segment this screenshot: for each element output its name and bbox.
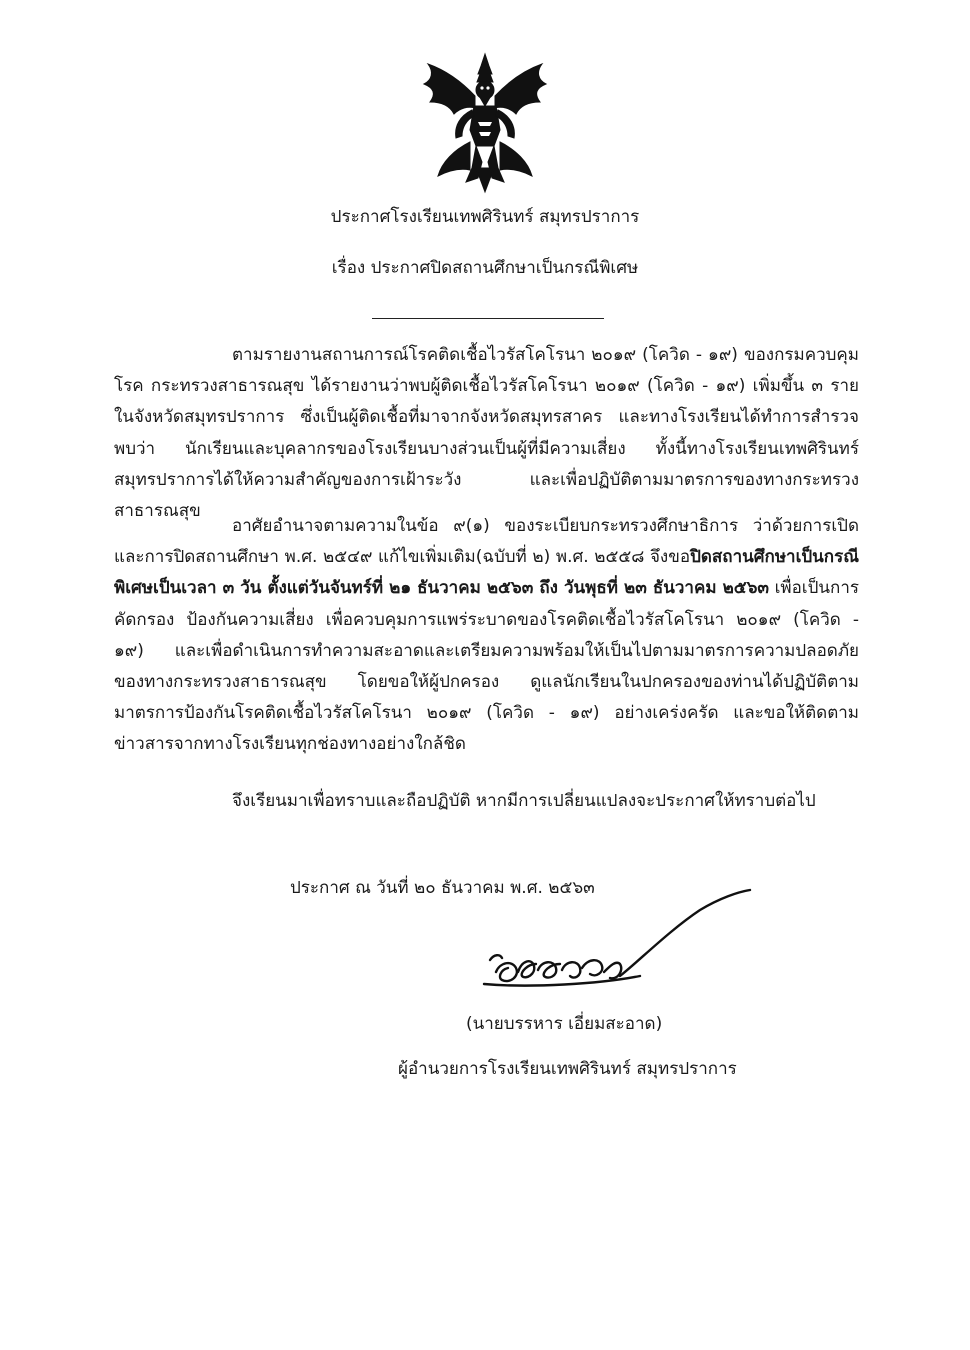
signer-name: (นายบรรหาร เอี่ยมสะอาด) [466,1014,663,1034]
body-paragraph-1 [114,340,859,527]
header-divider [372,318,604,319]
paragraph-2-bold-end-date: วันพุธที่ ๒๓ ธันวาคม ๒๕๖๓ [564,578,770,599]
paragraph-1-text: ตามรายงานสถานการณ์โรคติดเชื้อไวรัสโคโรนา ๒๐๑๙ (โควิด - ๑๙) ของกรมควบคุมโรค กระทรวงสาธารณสุข ได้รายงานว่าพบผู้ติดเชื้อไวรัสโคโรนา ๒๐๑๙ (โควิด - ๑๙) เพิ่มขึ้น ๓ รายในจังหวัดสมุทรปราการ ซึ่งเป็นผู้ติดเชื้อที่มาจากจังหวัดสมุทรสาคร และทางโรงเรียนได้ทำการสำรวจพบว่า นักเรียนและบุคลากรของโรงเรียนบางส่วนเป็นผู้ที่มีความเสี่ยง ทั้งนี้ทางโรงเรียนเทพศิรินทร์ สมุทรปราการได้ให้ความสำคัญของการเฝ้าระวัง และเพื่อปฏิบัติตามมาตรการของทางกระทรวงสาธารณสุข [114,345,859,522]
paragraph-3-text: จึงเรียนมาเพื่อทราบและถือปฏิบัติ หากมีการเปลี่ยนแปลงจะประกาศให้ทราบต่อไป [232,791,816,811]
announcement-title: ประกาศโรงเรียนเทพศิรินทร์ สมุทรปราการ [330,207,640,227]
paragraph-2-bold-closure-period: ปิดสถานศึกษาเป็นกรณีพิเศษเป็นเวลา ๓ วัน ตั้งแต่วันจันทร์ที่ ๒๑ ธันวาคม ๒๕๖๓ [114,547,859,599]
paragraph-2-part-2: ถึง [533,578,565,599]
announcement-subject: เรื่อง ประกาศปิดสถานศึกษาเป็นกรณีพิเศษ [331,258,639,278]
body-paragraph-2 [114,511,859,761]
paragraph-2-text [114,511,859,761]
paragraph-2-part-1: อาศัยอำนาจตามความในข้อ ๙(๑) ของระเบียบกระทรวงศึกษาธิการ ว่าด้วยการเปิดและการปิดสถานศึกษา พ.ศ. ๒๕๔๙ แก้ไขเพิ่มเติม(ฉบับที่ ๒) พ.ศ. ๒๕๕๘ จึงขอ [114,516,859,568]
announcement-date: ประกาศ ณ วันที่ ๒๐ ธันวาคม พ.ศ. ๒๕๖๓ [290,878,595,898]
signer-title: ผู้อำนวยการโรงเรียนเทพศิรินทร์ สมุทรปราการ [398,1059,737,1079]
signature-image [470,880,760,1000]
body-paragraph-3 [114,786,859,817]
garuda-emblem-icon [420,50,550,195]
paragraph-2-part-3: เพื่อเป็นการคัดกรอง ป้องกันความเสี่ยง เพื่อควบคุมการแพร่ระบาดของโรคติดเชื้อไวรัสโคโรนา ๒๐๑๙ (โควิด - ๑๙) และเพื่อดำเนินการทำความสะอาดและเตรียมความพร้อมให้เป็นไปตามมาตรการความปลอดภัยของทางกระทรวงสาธารณสุข โดยขอให้ผู้ปกครอง ดูแลนักเรียนในปกครองของท่านได้ปฏิบัติตามมาตรการป้องกันโรคติดเชื้อไวรัสโคโรนา ๒๐๑๙ (โควิด - ๑๙) อย่างเคร่งครัด และขอให้ติดตามข่าวสารจากทางโรงเรียนทุกช่องทางอย่างใกล้ชิด [114,578,860,755]
